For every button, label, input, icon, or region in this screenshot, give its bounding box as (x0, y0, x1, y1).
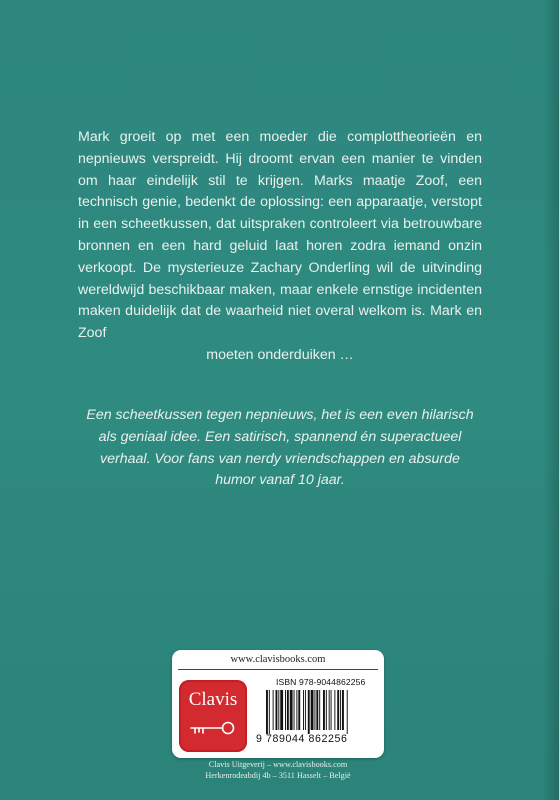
barcode-bar (331, 690, 332, 730)
barcode-bar (278, 690, 279, 730)
barcode-bar (269, 690, 270, 734)
publisher-address (172, 760, 384, 781)
blurb-text (78, 127, 482, 367)
panel-divider (178, 669, 378, 670)
barcode-bar (323, 690, 325, 730)
barcode-bar (280, 690, 283, 730)
barcode-bar (296, 690, 297, 730)
barcode-digits: 9 789044 862256 (256, 733, 348, 745)
barcode-bar (276, 690, 278, 730)
blurb-last-line: moeten onderduiken … (206, 346, 354, 363)
isbn-label: ISBN 978-9044862256 (276, 677, 366, 687)
publisher-line-2: Herkenrodeabdij 4b – 3511 Hasselt – België (205, 770, 351, 780)
barcode-bar (266, 690, 268, 734)
barcode-bar (329, 690, 330, 730)
barcode-bar (319, 690, 320, 730)
barcode (264, 690, 376, 734)
barcode-bar (326, 690, 327, 730)
clavis-logo-text: Clavis (188, 689, 238, 710)
tagline-text: Een scheetkussen tegen nepnieuws, het is een even hilarisch als geniaal idee. Een satirisch, spannend én superactueel verhaal. Voor fans van nerdy vriendschappen en absurde humor vanaf 10 jaar. (86, 407, 474, 489)
barcode-bar (303, 690, 304, 730)
barcode-bar (314, 690, 315, 730)
barcode-bar (290, 690, 293, 730)
barcode-bar (337, 690, 339, 730)
barcode-panel (172, 650, 384, 758)
blurb-body: Mark groeit op met een moeder die complottheorieën en nepnieuws verspreidt. Hij droomt ervan een manier te vinden om haar eindelijk stil te krijgen. Marks maatje Zoof, een technisch genie, bedenkt de oplossing: een apparaatje, verstopt in een scheetkussen, dat uitspraken controleert via betrouwbare bronnen en een hard geluid laat horen zodra iemand onzin verkoopt. De mysterieuze Zachary Onderling wil de uitvinding wereldwijd beschikbaar maken, maar enkele ernstige incidenten maken duidelijk dat de waarheid niet overal welkom is. Mark en Zoof (78, 129, 482, 342)
key-icon (189, 720, 237, 740)
barcode-bar (311, 690, 314, 730)
barcode-bar (342, 690, 344, 730)
barcode-bar (305, 690, 306, 730)
publisher-url: www.clavisbooks.com (230, 654, 326, 665)
barcode-bar (273, 690, 274, 730)
clavis-logo (179, 680, 247, 752)
barcode-bar (308, 690, 310, 734)
spine-shadow (543, 0, 559, 800)
barcode-bar (285, 690, 286, 730)
publisher-line-1: Clavis Uitgeverij – www.clavisbooks.com (208, 760, 348, 769)
barcode-bar (334, 690, 335, 730)
barcode-bar (287, 690, 289, 730)
barcode-bar (316, 690, 318, 730)
barcode-bar (294, 690, 295, 730)
barcode-bar (340, 690, 341, 730)
barcode-bar (347, 690, 348, 734)
barcode-bar (298, 690, 300, 730)
